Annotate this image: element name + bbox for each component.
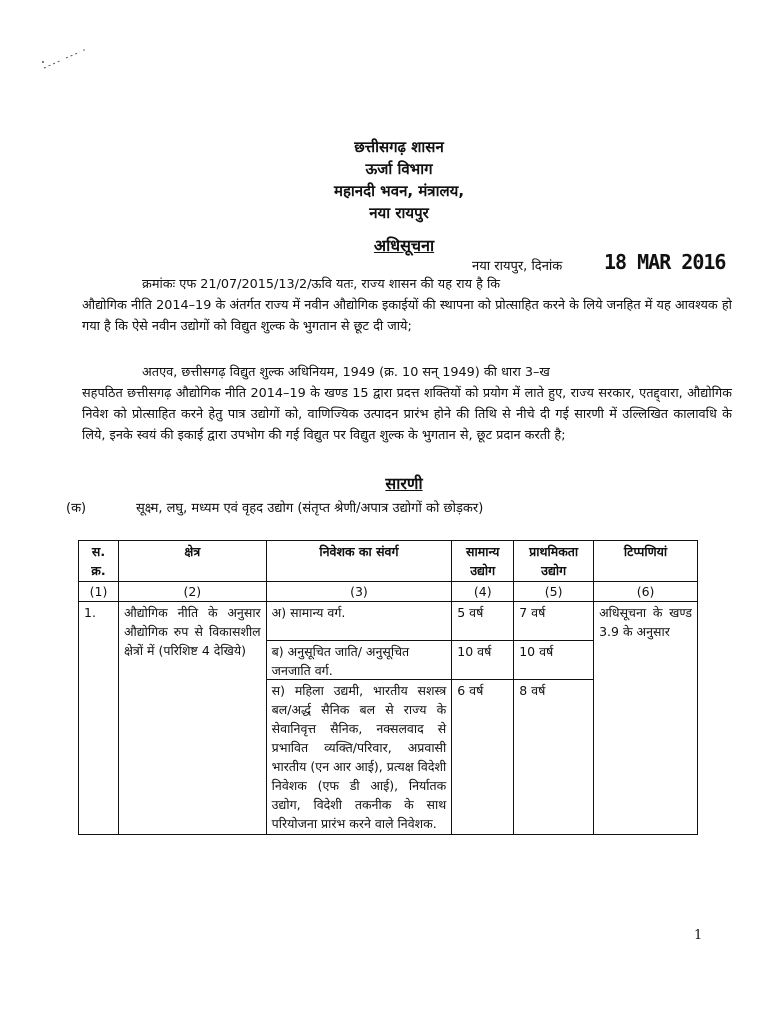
col-header-investor-category: निवेशक का संवर्ग	[266, 541, 452, 582]
cell-general-years	[452, 602, 514, 835]
header-line-building: महानदी भवन, मंत्रालय,	[333, 182, 465, 200]
paragraph-order-first-line: अतएव, छत्तीसगढ़ विद्युत शुल्क अधिनियम, 1949 (क्र. 10 सन् 1949) की धारा 3–ख	[142, 365, 550, 380]
col-header-remarks: टिप्पणियां	[594, 541, 698, 582]
cell-sno: 1.	[79, 602, 119, 835]
table-sub-heading	[66, 498, 483, 516]
scan-marks	[40, 40, 100, 80]
notification-title: अधिसूचना	[373, 236, 435, 255]
cell-remarks: अधिसूचना के खण्ड 3.9 के अनुसार	[594, 602, 698, 835]
paragraph-preamble	[82, 274, 732, 337]
col-number: (2)	[118, 582, 266, 602]
col-number: (6)	[594, 582, 698, 602]
category-special: स) महिला उद्यमी, भारतीय सशस्त्र बल/अर्द्ध सैनिक बल से राज्य के सेवानिवृत्त सैनिक, नक्सलवाद से प्रभावित व्यक्ति/परिवार, अप्रवासी भारतीय (एन आर आई), प्रत्यक्ष विदेशी निवेशक (एफ डी आई), निर्यातक उद्योग, विदेशी तकनीक के साथ परियोजना प्रारंभ करने वाले निवेशक.	[267, 679, 452, 834]
paragraph-preamble-body: औद्योगिक नीति 2014–19 के अंतर्गत राज्य में नवीन औद्योगिक इकाईयों की स्थापना को प्रोत्साहित करने के लिये जनहित में यह आवश्यक हो गया है कि ऐसे नवीन उद्योगों को विद्युत शुल्क के भुगतान से छूट दी जाये;	[82, 298, 732, 334]
table-title: सारणी	[385, 474, 423, 493]
paragraph-preamble-first-line: क्रमांकः एफ 21/07/2015/13/2/ऊवि यतः, राज्य शासन की यह राय है कि	[142, 277, 501, 292]
priority-years-a: 7 वर्ष	[519, 605, 546, 620]
category-general: अ) सामान्य वर्ग.	[271, 605, 346, 620]
col-header-sno: स. क्र.	[79, 541, 119, 582]
priority-years-c: 8 वर्ष	[514, 679, 593, 701]
paragraph-order-body: सहपठित छत्तीसगढ़ औद्योगिक नीति 2014–19 के खण्ड 15 द्वारा प्रदत्त शक्तियों को प्रयोग में लाते हुए, राज्य सरकार, एतद्द्वारा, औद्योगिक निवेश को प्रोत्साहित करने हेतु पात्र उद्योगों को, वाणिज्यिक उत्पादन प्रारंभ होने की तिथि से नीचे दी गई सारणी में उल्लिखित कालावधि के लिये, इनके स्वयं की इकाई द्वारा उपभोग की गई विद्युत पर विद्युत शुल्क के भुगतान से, छूट प्रदान करती है;	[82, 386, 732, 443]
table-header-row	[79, 541, 698, 582]
cell-categories	[266, 602, 452, 835]
government-header	[0, 136, 768, 224]
header-line-department: ऊर्जा विभाग	[365, 160, 433, 178]
cell-area: औद्योगिक नीति के अनुसार औद्योगिक रुप से विकासशील क्षेत्रों में (परिशिष्ट 4 देखिये)	[118, 602, 266, 835]
general-years-c: 6 वर्ष	[452, 679, 513, 701]
place-date-label: नया रायपुर, दिनांक	[472, 259, 563, 274]
general-years-a: 5 वर्ष	[457, 605, 484, 620]
general-years-b: 10 वर्ष	[452, 640, 513, 679]
col-number: (3)	[266, 582, 452, 602]
cell-priority-years	[514, 602, 594, 835]
col-number: (5)	[514, 582, 594, 602]
page-number: 1	[694, 928, 703, 943]
priority-years-b: 10 वर्ष	[514, 640, 593, 679]
col-header-priority-industry: प्राथमिकता उद्योग	[514, 541, 594, 582]
col-number: (1)	[79, 582, 119, 602]
category-sc-st: ब) अनुसूचित जाति/ अनुसूचित जनजाति वर्ग.	[267, 640, 452, 679]
exemption-table	[78, 540, 698, 835]
col-header-general-industry: सामान्य उद्योग	[452, 541, 514, 582]
sub-heading-text: सूक्ष्म, लघु, मध्यम एवं वृहद उद्योग (संतृप्त श्रेणी/अपात्र उद्योगों को छोड़कर)	[136, 501, 484, 516]
col-header-area: क्षेत्र	[118, 541, 266, 582]
header-line-government: छत्तीसगढ़ शासन	[354, 138, 444, 156]
paragraph-order	[82, 362, 732, 446]
date-stamp: 18 MAR 2016	[604, 250, 726, 274]
header-line-city: नया रायपुर	[369, 204, 429, 222]
table-row	[79, 602, 698, 835]
sub-heading-mark: (क)	[66, 501, 87, 516]
col-number: (4)	[452, 582, 514, 602]
table-number-row	[79, 582, 698, 602]
